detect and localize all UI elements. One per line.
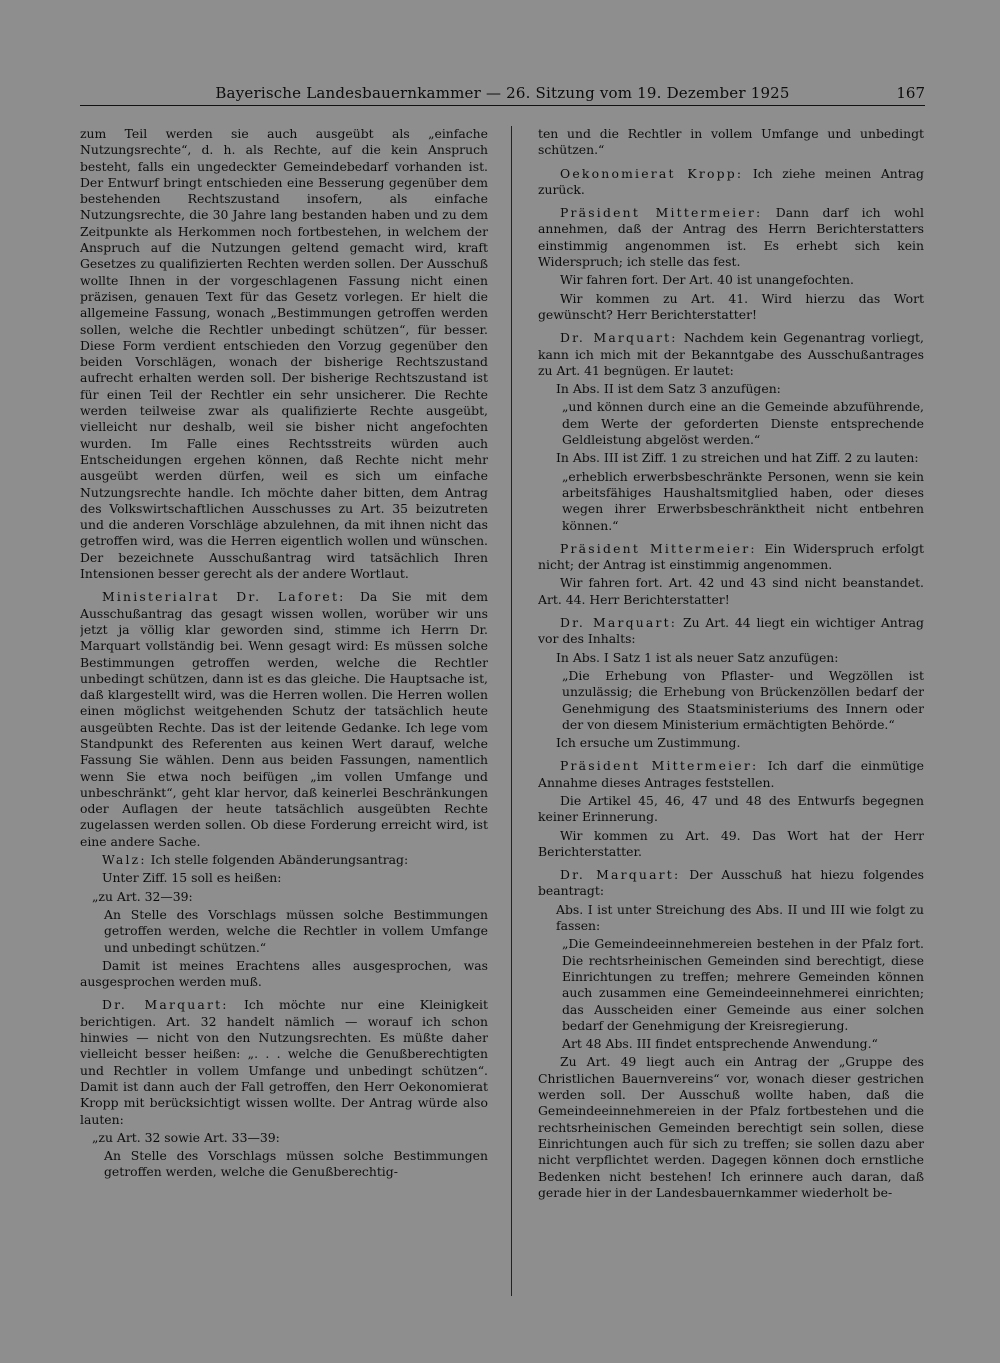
header-title: Bayerische Landesbauernkammer — 26. Sitzung vom 19. Dezember 1925	[215, 84, 790, 102]
paragraph-text: „Die Erhebung von Pflaster- und Wegzöllen ist unzulässig; die Erhebung von Brückenzöllen bedarf der Genehmigung des Staatsministeriums des Innern oder der von diesem Ministerium ermächtigten Behörde.“	[562, 667, 924, 732]
paragraph-text: Art 48 Abs. III findet entsprechende Anwendung.“	[562, 1036, 878, 1052]
paragraph	[538, 650, 924, 666]
speaker-name: Präsident Mittermeier:	[560, 205, 763, 221]
paragraph	[538, 381, 924, 397]
paragraph	[538, 399, 924, 448]
paragraph-text: Der Ausschuß hat hiezu folgendes beantragt:	[538, 867, 924, 899]
paragraph-text: Ich stelle folgenden Abänderungsantrag:	[146, 852, 409, 868]
paragraph-text: Abs. I ist unter Streichung des Abs. II und III wie folgt zu fassen:	[556, 901, 924, 934]
paragraph-text: Die Artikel 45, 46, 47 und 48 des Entwurfs begegnen keiner Erinnerung.	[538, 792, 924, 825]
paragraph	[80, 958, 488, 991]
paragraph-text: An Stelle des Vorschlags müssen solche Bestimmungen getroffen werden, welche die Rechtler in vollem Umfange und unbedingt schützen.“	[104, 906, 488, 955]
paragraph	[538, 1036, 924, 1052]
paragraph-text: „zu Art. 32—39:	[92, 888, 193, 904]
speaker-name: Dr. Marquart:	[560, 867, 681, 883]
speaker-name: Dr. Marquart:	[102, 997, 229, 1013]
paragraph	[538, 126, 924, 159]
paragraph-text: Zu Art. 44 liegt ein wichtiger Antrag vor des Inhalts:	[538, 615, 924, 647]
paragraph-text: Unter Ziff. 15 soll es heißen:	[102, 870, 282, 886]
paragraph	[538, 450, 924, 466]
right-column	[538, 126, 924, 1296]
paragraph-text: Wir kommen zu Art. 49. Das Wort hat der Herr Berichterstatter.	[538, 827, 924, 859]
paragraph	[538, 735, 924, 751]
paragraph-text: Damit ist meines Erachtens alles ausgesprochen, was ausgesprochen werden muß.	[80, 957, 488, 990]
paragraph-text: In Abs. I Satz 1 ist als neuer Satz anzufügen:	[556, 649, 839, 665]
paragraph-text: zum Teil werden sie auch ausgeübt als „einfache Nutzungsrechte“, d. h. als Rechte, auf die kein Anspruch besteht, falls ein ungedeckter Gemeindebedarf vorhanden ist. Der Entwurf bringt entschieden eine Besserung gegenüber dem bestehenden Rechtszustand insofern, als einfache Nutzungsrechte, die 30 Jahre lang bestanden haben und zu dem Zeitpunkte als Herkommen noch fortbestehen, in welchem der Anspruch auf die Nutzungen geltend gemacht wird, kraft Gesetzes zu qualifizierten Rechten werden sollen. Der Ausschuß wollte Ihnen in der vorgeschlagenen Fassung nicht einen präzisen, genauen Text für das Gesetz vorlegen. Er hielt die allgemeine Fassung, wonach „Bestimmungen getroffen werden sollen, welche die Rechtler unbedingt schützen“, für besser. Diese Form verdient entschieden den Vorzug gegenüber den beiden Vorschlägen, wonach der bisherige Rechtszustand aufrecht erhalten werden soll. Der bisherige Rechtszustand ist für einen Teil der Rechtler ein sehr unsicherer. Die Rechte werden teilweise zwar als qualifizierte Rechte ausgeübt, vielleicht nur deshalb, weil sie bisher nicht angefochten wurden. Im Falle eines Rechtsstreits würden auch Entscheidungen ergehen können, daß Rechte nicht mehr ausgeübt werden dürfen, weil es sich um einfache Nutzungsrechte handle. Ich möchte daher bitten, dem Antrag des Volkswirtschaftlichen Ausschusses zu Art. 35 beizutreten und die anderen Vorschläge abzulehnen, da mit ihnen nicht das getroffen wird, was die Herren eigentlich wollen und wünschen. Der bezeichnete Ausschußantrag wird tatsächlich Ihren Intensionen besser gerecht als der andere Wortlaut.	[80, 126, 488, 582]
paragraph	[538, 867, 924, 900]
paragraph	[80, 1148, 488, 1181]
paragraph	[538, 166, 924, 199]
paragraph	[538, 205, 924, 270]
paragraph	[538, 758, 924, 791]
speaker-name: Präsident Mittermeier:	[560, 540, 757, 556]
paragraph-text: „zu Art. 32 sowie Art. 33—39:	[92, 1129, 280, 1145]
paragraph	[538, 272, 924, 288]
paragraph-text: Ich ersuche um Zustimmung.	[556, 735, 741, 751]
paragraph	[538, 1054, 924, 1201]
speaker-name: Walz:	[102, 852, 147, 868]
page-number: 167	[896, 84, 925, 102]
paragraph-text: ten und die Rechtler in vollem Umfange und unbedingt schützen.“	[538, 126, 924, 158]
paragraph	[538, 793, 924, 826]
paragraph-text: Dann darf ich wohl annehmen, daß der Antrag des Herrn Berichterstatters einstimmig angenommen ist. Es erhebt sich kein Widerspruch; ich stelle das fest.	[538, 205, 924, 270]
paragraph	[538, 902, 924, 935]
header-rule	[80, 105, 925, 106]
column-divider	[511, 126, 512, 1296]
paragraph	[80, 870, 488, 886]
paragraph	[538, 330, 924, 379]
speaker-name: Dr. Marquart:	[560, 615, 678, 631]
paragraph-text: „und können durch eine an die Gemeinde abzuführende, dem Werte der geforderten Dienste entsprechende Geldleistung abgelöst werden.“	[562, 399, 924, 448]
paragraph	[538, 575, 924, 608]
paragraph-text: Wir fahren fort. Der Art. 40 ist unangefochten.	[560, 272, 854, 288]
paragraph-text: Ich möchte nur eine Kleinigkeit berichtigen. Art. 32 handelt nämlich — worauf ich schon hinwies — nicht von den Nutzungsrechten. Es müßte daher vielleicht besser heißen: „. . . welche die Genußberechtigten und Rechtler in vollem Umfange und unbedingt schützen“. Damit ist dann auch der Fall getroffen, den Herr Oekonomierat Kropp mit berücksichtigt wissen wollte. Der Antrag würde also lauten:	[80, 997, 488, 1127]
paragraph	[538, 541, 924, 574]
paragraph-text: Da Sie mit dem Ausschußantrag das gesagt wissen wollen, worüber wir uns jetzt ja völlig klar geworden sind, stimme ich Herrn Dr. Marquart vollständig bei. Wenn gesagt wird: Es müssen solche Bestimmungen getroffen werden, welche die Rechtler unbedingt schützen, dann ist es das gleiche. Die Hauptsache ist, daß klargestellt wird, was die Herren wollen. Die Herren wollen einen möglichst weitgehenden Schutz der tatsächlich heute ausgeübten Rechte. Das ist der leitende Gedanke. Ich lege vom Standpunkt des Referenten aus keinen Wert darauf, welche Fassung Sie wählen. Denn aus beiden Fassungen, namentlich wenn Sie etwa noch beifügen „im vollen Umfange und unbeschränkt“, geht klar hervor, daß keinerlei Beschränkungen oder Auflagen der heute tatsächlich ausgeübten Rechte zugelassen werden sollen. Ob diese Forderung erreicht wird, ist eine andere Sache.	[80, 589, 488, 849]
paragraph	[538, 469, 924, 534]
paragraph	[538, 936, 924, 1034]
paragraph	[538, 828, 924, 861]
paragraph-text: Nachdem kein Gegenantrag vorliegt, kann ich mich mit der Bekanntgabe des Ausschußantrages zu Art. 41 begnügen. Er lautet:	[538, 330, 924, 378]
speaker-name: Dr. Marquart:	[560, 330, 678, 346]
paragraph-text: „Die Gemeindeeinnehmereien bestehen in der Pfalz fort. Die rechtsrheinischen Gemeinden sind berechtigt, diese Einrichtungen zu treffen; mehrere Gemeinden können auch zusammen eine Gemeindeeinnehmerei einrichten; das Ausscheiden einer Gemeinde aus einer solchen bedarf der Genehmigung der Kreisregierung.	[562, 936, 924, 1033]
paragraph	[538, 615, 924, 648]
paragraph-text: In Abs. III ist Ziff. 1 zu streichen und hat Ziff. 2 zu lauten:	[556, 450, 919, 466]
paragraph	[80, 1130, 488, 1146]
paragraph-text: An Stelle des Vorschlags müssen solche Bestimmungen getroffen werden, welche die Genußberechtig-	[104, 1148, 488, 1180]
paragraph	[80, 907, 488, 956]
paragraph	[80, 852, 488, 868]
paragraph	[538, 291, 924, 324]
paragraph-text: In Abs. II ist dem Satz 3 anzufügen:	[556, 381, 781, 397]
paragraph	[538, 668, 924, 733]
speaker-name: Ministerialrat Dr. Laforet:	[102, 589, 346, 605]
paragraph	[80, 589, 488, 850]
paragraph	[80, 997, 488, 1127]
paragraph-text: Ein Widerspruch erfolgt nicht; der Antrag ist einstimmig angenommen.	[538, 540, 924, 573]
paragraph-text: Zu Art. 49 liegt auch ein Antrag der „Gruppe des Christlichen Bauernvereins“ vor, wonach dieser gestrichen werden soll. Der Ausschuß wollte haben, daß die Gemeindeeinnehmereien in der Pfalz fortbestehen und die rechtsrheinischen Gemeinden berechtigt sein sollen, diese Einrichtungen auch für sich zu treffen; sie sollen dazu aber nicht verpflichtet werden. Dagegen können doch ernstliche Bedenken nicht bestehen! Ich erinnere auch daran, daß gerade hier in der Landesbauernkammer wiederholt be-	[538, 1054, 924, 1200]
speaker-name: Präsident Mittermeier:	[560, 758, 759, 774]
paragraph-text: Ich ziehe meinen Antrag zurück.	[538, 165, 924, 197]
left-column	[80, 126, 488, 1296]
paragraph-text: „erheblich erwerbsbeschränkte Personen, wenn sie kein arbeitsfähiges Haushaltsmitglied haben, oder dieses wegen ihrer Erwerbsbeschränktheit nicht entbehren können.“	[562, 468, 924, 533]
paragraph	[80, 126, 488, 582]
paragraph-text: Ich darf die einmütige Annahme dieses Antrages feststellen.	[538, 758, 924, 790]
paragraph-text: Wir kommen zu Art. 41. Wird hierzu das Wort gewünscht? Herr Berichterstatter!	[538, 290, 924, 322]
paragraph	[80, 889, 488, 905]
running-header	[80, 82, 925, 106]
paragraph-text: Wir fahren fort. Art. 42 und 43 sind nicht beanstandet. Art. 44. Herr Berichterstatter!	[538, 575, 924, 607]
speaker-name: Oekonomierat Kropp:	[560, 165, 744, 181]
